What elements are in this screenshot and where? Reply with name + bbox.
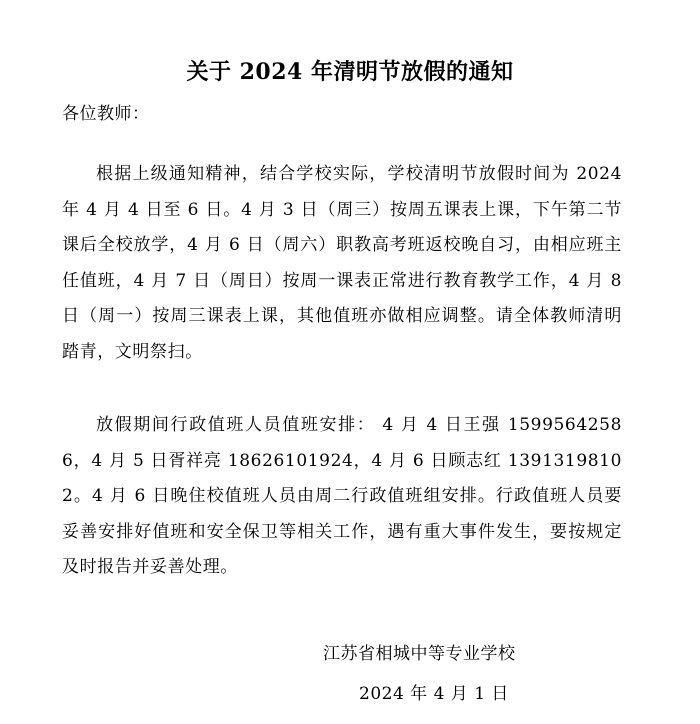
signature-date: 2024 年 4 月 1 日 (359, 684, 509, 704)
document-title: 关于 2024 年清明节放假的通知 (186, 59, 514, 85)
signature-school: 江苏省相城中等专业学校 (323, 644, 516, 664)
body-paragraph-duty-arrangement: 放假期间行政值班人员值班安排： 4 月 4 日王强 15995642586，4 月 5 日胥祥亮 18626101924，4 月 6 日顾志红 13913198102。4 月 6 日晚住校值班人员由周二行政值班组安排。行政值班人员要妥善安排好值班和安全保卫等相关工作，遇有重大事件发生，要按规定及时报告并妥善处理。 (62, 415, 622, 577)
body-paragraph-holiday-schedule: 根据上级通知精神，结合学校实际，学校清明节放假时间为 2024 年 4 月 4 日至 6 日。4 月 3 日（周三）按周五课表上课，下午第二节课后全校放学，4 月 6 日（周六）职教高考班返校晚自习，由相应班主任值班，4 月 7 日（周日）按周一课表正常进行教育教学工作，4 月 8 日（周一）按周三课表上课，其他值班亦做相应调整。请全体教师清明踏青，文明祭扫。 (62, 164, 622, 362)
salutation: 各位教师： (62, 104, 150, 124)
